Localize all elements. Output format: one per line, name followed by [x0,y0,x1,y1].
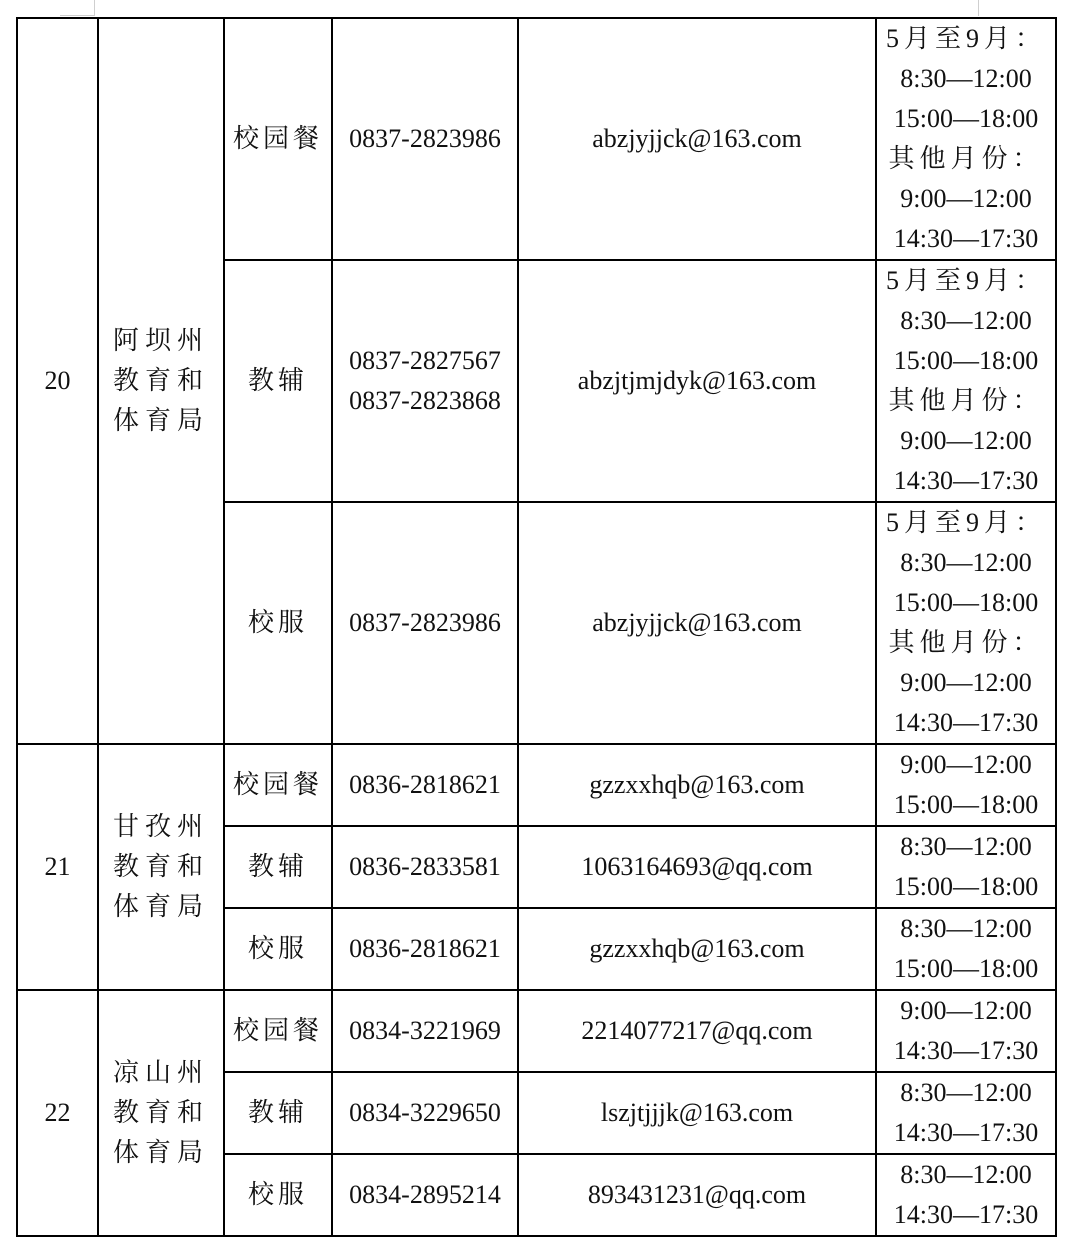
office-hours-cell [876,744,1056,826]
department-name-line: 甘孜州 [112,812,209,841]
phone-number: 0837-2827567 [349,346,501,375]
table-row [17,744,1056,826]
email-cell: abzjyjjck@163.com [518,502,876,744]
category-cell: 校园餐 [224,990,332,1072]
phone-cell [332,502,518,744]
phone-number: 0834-2895214 [349,1180,501,1209]
office-hours-line: 8:30—12:00 [900,914,1032,943]
office-hours-line: 14:30—17:30 [893,224,1039,253]
office-hours-cell [876,1154,1056,1236]
phone-cell [332,990,518,1072]
row-number: 22 [17,990,98,1236]
office-hours-line: 9:00—12:00 [900,184,1032,213]
office-hours-cell [876,908,1056,990]
office-hours-line: 其他月份： [888,386,1044,415]
office-hours-line: 9:00—12:00 [900,668,1032,697]
department-name-line: 凉山州 [112,1058,209,1087]
phone-number: 0834-3229650 [349,1098,501,1127]
contact-table [16,17,1057,1237]
department-name-line: 教育和 [112,366,209,395]
office-hours-line: 8:30—12:00 [900,548,1032,577]
row-number: 20 [17,18,98,744]
office-hours-line: 其他月份： [888,628,1044,657]
department-name-line: 体育局 [112,1138,209,1167]
department-name [98,744,224,990]
email-cell: lszjtjjjk@163.com [518,1072,876,1154]
office-hours-cell [876,826,1056,908]
office-hours-line: 8:30—12:00 [900,832,1032,861]
phone-cell [332,18,518,260]
email-cell: 893431231@qq.com [518,1154,876,1236]
category-cell: 校服 [224,908,332,990]
office-hours-cell [876,502,1056,744]
email-cell: abzjtjmjdyk@163.com [518,260,876,502]
category-cell: 校园餐 [224,744,332,826]
office-hours-line: 14:30—17:30 [893,1036,1039,1065]
office-hours-cell [876,18,1056,260]
department-name-line: 体育局 [112,892,209,921]
email-cell: abzjyjjck@163.com [518,18,876,260]
email-cell: gzzxxhqb@163.com [518,744,876,826]
contact-table-body [17,18,1056,1236]
office-hours-line: 5月至9月： [885,266,1046,295]
crop-mark-left [94,0,95,16]
office-hours-line: 15:00—18:00 [893,104,1039,133]
office-hours-line: 15:00—18:00 [893,346,1039,375]
crop-mark-right [978,0,979,16]
category-cell: 教辅 [224,1072,332,1154]
department-name-line: 教育和 [112,852,209,881]
phone-cell [332,260,518,502]
office-hours-line: 其他月份： [888,144,1044,173]
office-hours-line: 5月至9月： [885,508,1046,537]
phone-cell [332,744,518,826]
department-name-line: 体育局 [112,406,209,435]
email-cell: 1063164693@qq.com [518,826,876,908]
email-cell: gzzxxhqb@163.com [518,908,876,990]
office-hours-line: 8:30—12:00 [900,1160,1032,1189]
office-hours-line: 8:30—12:00 [900,306,1032,335]
department-name [98,990,224,1236]
office-hours-line: 15:00—18:00 [893,954,1039,983]
table-row [17,990,1056,1072]
category-cell: 校服 [224,1154,332,1236]
office-hours-line: 14:30—17:30 [893,1200,1039,1229]
office-hours-line: 8:30—12:00 [900,1078,1032,1107]
office-hours-line: 15:00—18:00 [893,790,1039,819]
office-hours-line: 9:00—12:00 [900,750,1032,779]
crop-mark-top [60,15,95,16]
office-hours-line: 9:00—12:00 [900,996,1032,1025]
office-hours-line: 15:00—18:00 [893,588,1039,617]
phone-cell [332,1154,518,1236]
phone-number: 0837-2823986 [349,608,501,637]
table-row [17,18,1056,260]
phone-number: 0837-2823868 [349,386,501,415]
office-hours-line: 15:00—18:00 [893,872,1039,901]
phone-number: 0836-2833581 [349,852,501,881]
category-cell: 教辅 [224,260,332,502]
office-hours-line: 8:30—12:00 [900,64,1032,93]
office-hours-cell [876,260,1056,502]
phone-cell [332,826,518,908]
category-cell: 教辅 [224,826,332,908]
phone-number: 0834-3221969 [349,1016,501,1045]
department-name [98,18,224,744]
office-hours-cell [876,1072,1056,1154]
phone-cell [332,908,518,990]
row-number: 21 [17,744,98,990]
email-cell: 2214077217@qq.com [518,990,876,1072]
phone-number: 0836-2818621 [349,934,501,963]
office-hours-line: 14:30—17:30 [893,708,1039,737]
category-cell: 校园餐 [224,18,332,260]
office-hours-line: 9:00—12:00 [900,426,1032,455]
department-name-line: 教育和 [112,1098,209,1127]
office-hours-line: 14:30—17:30 [893,1118,1039,1147]
department-name-line: 阿坝州 [112,326,209,355]
office-hours-line: 14:30—17:30 [893,466,1039,495]
category-cell: 校服 [224,502,332,744]
phone-cell [332,1072,518,1154]
office-hours-cell [876,990,1056,1072]
phone-number: 0837-2823986 [349,124,501,153]
office-hours-line: 5月至9月： [885,24,1046,53]
phone-number: 0836-2818621 [349,770,501,799]
